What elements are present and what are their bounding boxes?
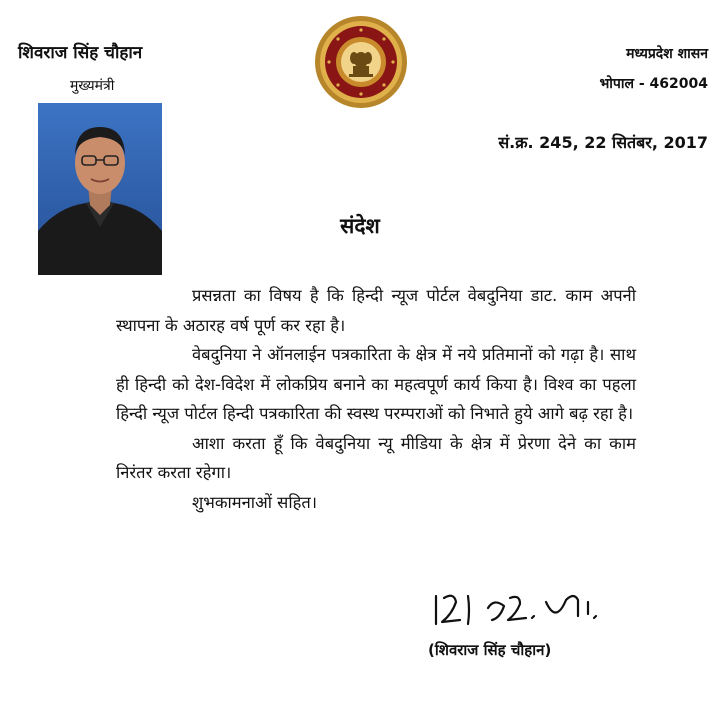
state-emblem-seal [313, 14, 409, 110]
portrait-photo [38, 103, 162, 275]
closing-line: शुभकामनाओं सहित। [192, 492, 318, 512]
office-address: भोपाल - 462004 [599, 76, 708, 92]
paragraph: आशा करता हूँ कि वेबदुनिया न्यू मीडिया के क्षेत्र में प्रेरणा देने का काम निरंतर करता रहेगा। [116, 433, 636, 482]
letter-body [116, 281, 636, 517]
paragraph: प्रसन्नता का विषय है कि हिन्दी न्यूज पोर्टल वेबदुनिया डाट. काम अपनी स्थापना के अठारह वर्ष पूर्ण कर रहा है। [116, 286, 636, 335]
reference-number-date: सं.क्र. 245, 22 सितंबर, 2017 [498, 133, 708, 152]
signatory-name: (शिवराज सिंह चौहान) [428, 641, 552, 659]
office-name: मध्यप्रदेश शासन [626, 46, 708, 62]
sender-role: मुख्यमंत्री [70, 78, 115, 94]
paragraph: वेबदुनिया ने ऑनलाईन पत्रकारिता के क्षेत्र में नये प्रतिमानों को गढ़ा है। साथ ही हिन्दी को देश-विदेश में लोकप्रिय बनाने का महत्वपूर्ण कार्य किया है। विश्व का पहला हिन्दी न्यूज पोर्टल हिन्दी पत्रकारिता की स्वस्थ परम्पराओं को निभाते हुये आगे बढ़ रहा है। [116, 345, 636, 423]
letter-title: संदेश [340, 214, 380, 238]
handwritten-signature [428, 588, 628, 632]
sender-name: शिवराज सिंह चौहान [18, 43, 143, 63]
